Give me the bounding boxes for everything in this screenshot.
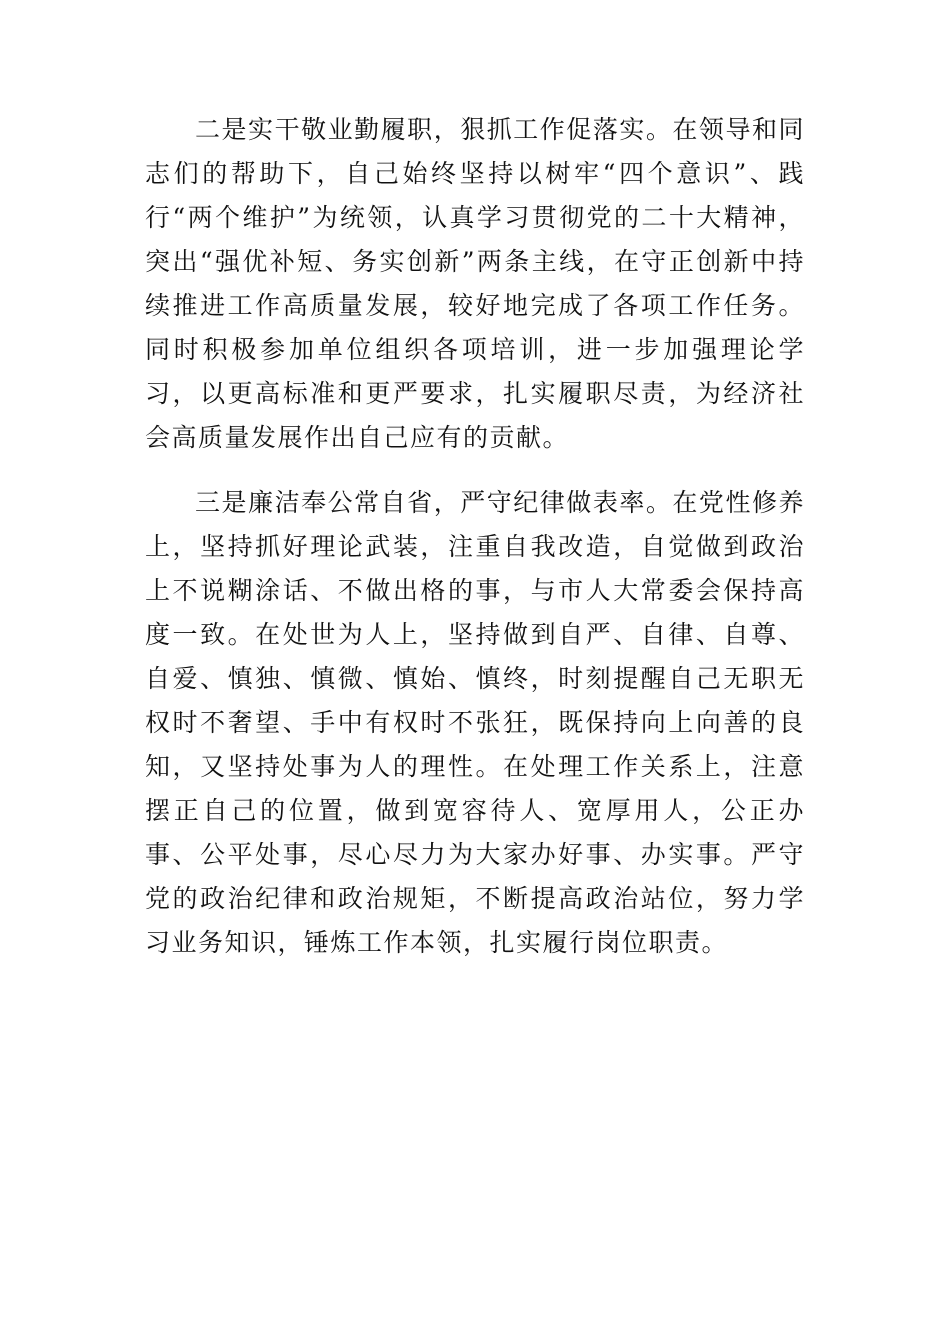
paragraph-3: 三是廉洁奉公常自省，严守纪律做表率。在党性修养上，坚持抓好理论武装，注重自我改造，自觉做到政治上不说糊涂话、不做出格的事，与市人大常委会保持高度一致。在处世为人上，坚持做到自严、自律、自尊、自爱、慎独、慎微、慎始、慎终，时刻提醒自己无职无权时不奢望、手中有权时不张狂，既保持向上向善的良知，又坚持处事为人的理性。在处理工作关系上，注意摆正自己的位置，做到宽容待人、宽厚用人，公正办事、公平处事，尽心尽力为大家办好事、办实事。严守党的政治纪律和政治规矩，不断提高政治站位，努力学习业务知识，锤炼工作本领，扎实履行岗位职责。 bbox=[145, 488, 805, 957]
document-body bbox=[145, 108, 805, 965]
paragraph-2: 二是实干敬业勤履职，狠抓工作促落实。在领导和同志们的帮助下，自己始终坚持以树牢“四个意识”、践行“两个维护”为统领，认真学习贯彻党的二十大精神，突出“强优补短、务实创新”两条主线，在守正创新中持续推进工作高质量发展，较好地完成了各项工作任务。同时积极参加单位组织各项培训，进一步加强理论学习，以更高标准和更严要求，扎实履职尽责，为经济社会高质量发展作出自己应有的贡献。 bbox=[145, 115, 805, 452]
